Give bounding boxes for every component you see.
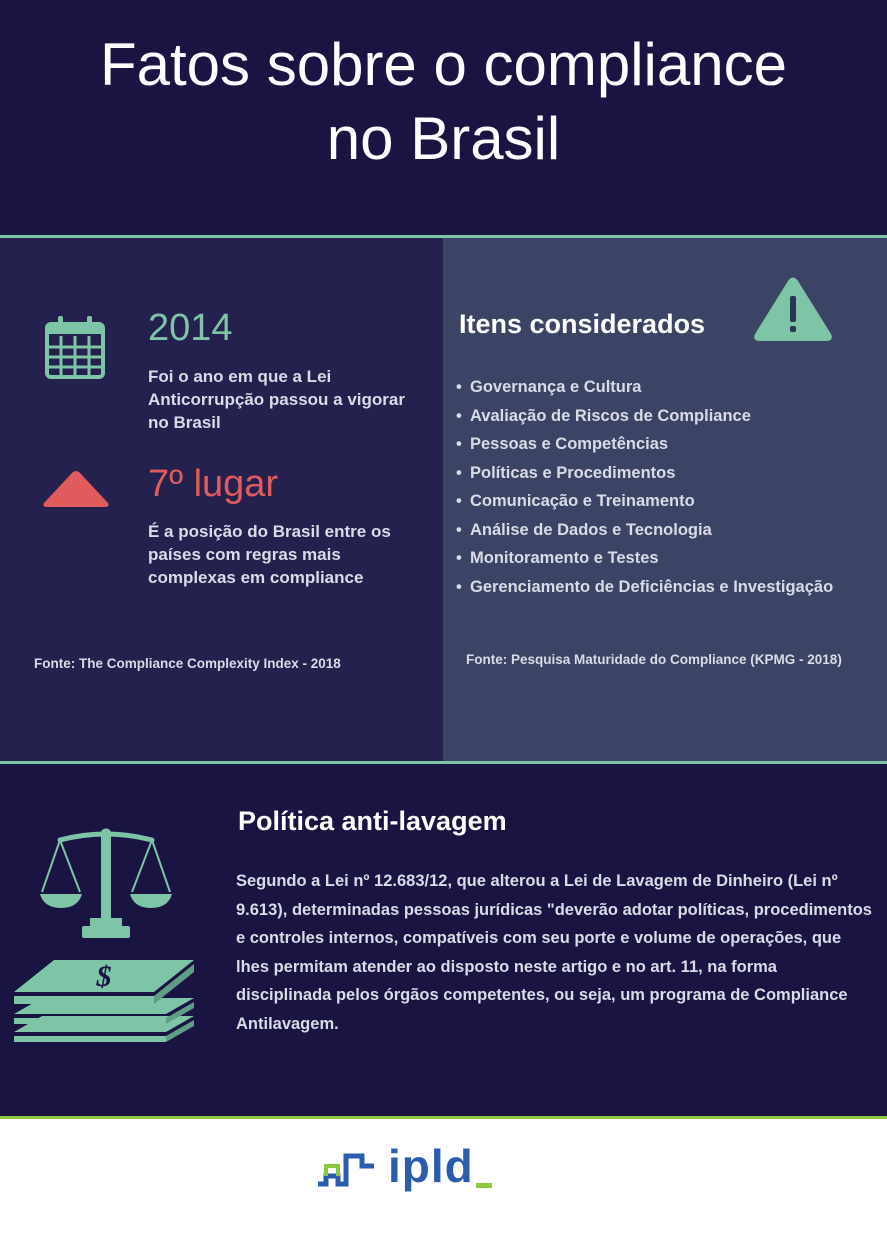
- item-label: Políticas e Procedimentos: [470, 463, 676, 482]
- page-title: [0, 28, 887, 176]
- fact-year: 2014: [148, 307, 233, 349]
- fact-rank: 7º lugar: [148, 463, 279, 505]
- source-left: Fonte: The Compliance Complexity Index - 2018: [34, 656, 341, 671]
- list-item: [456, 487, 833, 516]
- money-stack-icon: [12, 958, 194, 1044]
- bullet: •: [456, 406, 462, 425]
- list-item: [456, 544, 833, 573]
- item-label: Governança e Cultura: [470, 378, 642, 396]
- item-label: Análise de Dados e Tecnologia: [470, 520, 712, 539]
- item-label: Pessoas e Competências: [470, 435, 669, 453]
- triangle-up-icon: [42, 470, 110, 508]
- list-item: [456, 516, 833, 545]
- calendar-icon: [44, 314, 106, 380]
- warning-icon: [752, 276, 834, 342]
- scale-of-justice-icon: [38, 826, 174, 942]
- page-title-line1: Fatos sobre o compliance: [99, 31, 787, 98]
- item-label: Monitoramento e Testes: [470, 549, 659, 567]
- list-item: [456, 373, 833, 402]
- policy-text: Segundo a Lei nº 12.683/12, que alterou a Lei de Lavagem de Dinheiro (Lei nº 9.613), determinadas pessoas jurídicas "deverão adotar políticas, procedimentos e controles internos, compatíveis com seu porte e volume de operações, que lhes permitam atender ao disposto neste artigo e no art. 11, na forma disciplinada pelos órgãos competentes, ou seja, um programa de Compliance Antilavagem.: [236, 872, 872, 1033]
- item-label: Comunicação e Treinamento: [470, 492, 695, 510]
- policy-title: Política anti-lavagem: [238, 806, 507, 836]
- items-list: [456, 373, 833, 601]
- bullet: •: [456, 577, 462, 596]
- bullet: •: [456, 520, 462, 539]
- bullet: •: [456, 492, 462, 510]
- ipld-logo-text: ipld: [388, 1140, 474, 1192]
- bullet: •: [456, 463, 462, 482]
- bullet: •: [456, 549, 462, 567]
- list-item: [456, 573, 833, 602]
- list-item: [456, 402, 833, 431]
- money-symbol: $: [96, 960, 112, 993]
- bullet: •: [456, 378, 462, 396]
- item-label: Avaliação de Riscos de Compliance: [470, 406, 751, 425]
- items-title: Itens considerados: [459, 309, 706, 339]
- list-item: [456, 459, 833, 488]
- ipld-logo-mark: [316, 1148, 376, 1188]
- item-label: Gerenciamento de Deficiências e Investigação: [470, 577, 834, 596]
- logo-underscore: [476, 1183, 492, 1188]
- fact-year-description: Foi o ano em que a Lei Anticorrupção passou a vigorar no Brasil: [148, 367, 405, 432]
- bullet: •: [456, 435, 462, 453]
- page-title-line2: no Brasil: [326, 105, 561, 172]
- source-right: Fonte: Pesquisa Maturidade do Compliance (KPMG - 2018): [466, 652, 842, 667]
- fact-rank-description: É a posição do Brasil entre os países com regras mais complexas em compliance: [148, 522, 391, 587]
- header: [0, 0, 887, 235]
- list-item: [456, 430, 833, 459]
